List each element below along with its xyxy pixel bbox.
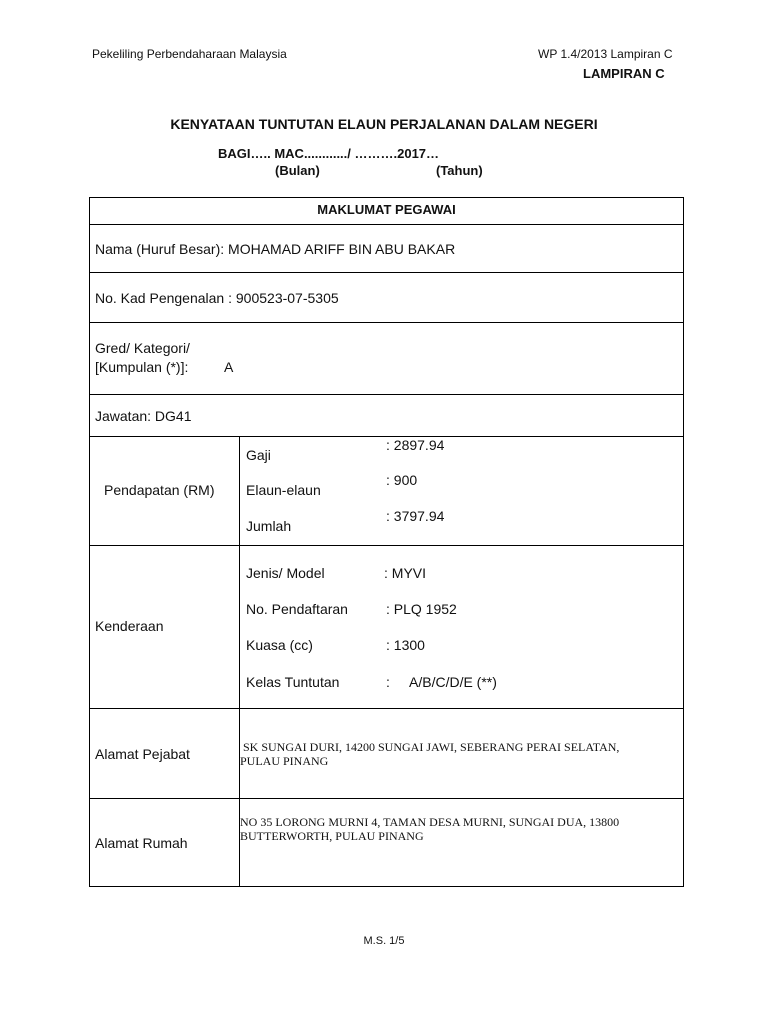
jenis-value: : MYVI <box>384 565 427 581</box>
gaji-label: Gaji <box>246 447 271 463</box>
kelas-value: A/B/C/D/E (**) <box>409 674 497 690</box>
field-nama: Nama (Huruf Besar): MOHAMAD ARIFF BIN ABU BAKAR <box>95 241 456 257</box>
alamat-rumah-label: Alamat Rumah <box>95 835 188 851</box>
kelas-label: Kelas Tuntutan <box>246 674 340 690</box>
kelas-colon: : <box>386 674 390 690</box>
header-left: Pekeliling Perbendaharaan Malaysia <box>92 47 287 61</box>
lampiran-label: LAMPIRAN C <box>583 66 665 81</box>
gaji-value: : 2897.94 <box>386 437 445 453</box>
kenderaan-label: Kenderaan <box>95 618 164 634</box>
kuasa-label: Kuasa (cc) <box>246 637 313 653</box>
section-title: MAKLUMAT PEGAWAI <box>317 202 456 217</box>
alamat-rumah-line1: NO 35 LORONG MURNI 4, TAMAN DESA MURNI, SUNGAI DUA, 13800 <box>240 815 620 829</box>
pendapatan-label: Pendapatan (RM) <box>104 482 215 498</box>
field-jawatan: Jawatan: DG41 <box>95 408 192 424</box>
pendaftaran-label: No. Pendaftaran <box>246 601 348 617</box>
period-tahun: (Tahun) <box>436 163 483 178</box>
period-bulan: (Bulan) <box>275 163 320 178</box>
kuasa-value: : 1300 <box>386 637 425 653</box>
jumlah-value: : 3797.94 <box>386 508 445 524</box>
row-divider <box>89 545 684 546</box>
header-right: WP 1.4/2013 Lampiran C <box>538 47 673 61</box>
alamat-pejabat-line2: PULAU PINANG <box>240 754 329 768</box>
row-divider <box>89 798 684 799</box>
row-divider <box>89 224 684 225</box>
row-divider <box>89 708 684 709</box>
elaun-label: Elaun-elaun <box>246 482 321 498</box>
jenis-label: Jenis/ Model <box>246 565 325 581</box>
row-divider <box>89 322 684 323</box>
field-kad-pengenalan: No. Kad Pengenalan : 900523-07-5305 <box>95 290 339 306</box>
field-gred-label-1: Gred/ Kategori/ <box>95 340 190 356</box>
elaun-value: : 900 <box>386 472 418 488</box>
pendaftaran-value: : PLQ 1952 <box>386 601 457 617</box>
document-title: KENYATAAN TUNTUTAN ELAUN PERJALANAN DALAM NEGERI <box>170 116 598 132</box>
page-number: M.S. 1/5 <box>363 935 405 947</box>
period-line: BAGI….. MAC............/ ……….2017… <box>218 146 440 161</box>
alamat-pejabat-label: Alamat Pejabat <box>95 746 190 762</box>
field-gred-value: A <box>224 359 234 375</box>
alamat-rumah-line2: BUTTERWORTH, PULAU PINANG <box>240 829 424 843</box>
row-divider <box>89 394 684 395</box>
alamat-pejabat-line1: SK SUNGAI DURI, 14200 SUNGAI JAWI, SEBERANG PERAI SELATAN, <box>243 740 620 754</box>
jumlah-label: Jumlah <box>246 518 292 534</box>
row-divider <box>89 272 684 273</box>
field-gred-label-2: [Kumpulan (*)]: <box>95 359 189 375</box>
